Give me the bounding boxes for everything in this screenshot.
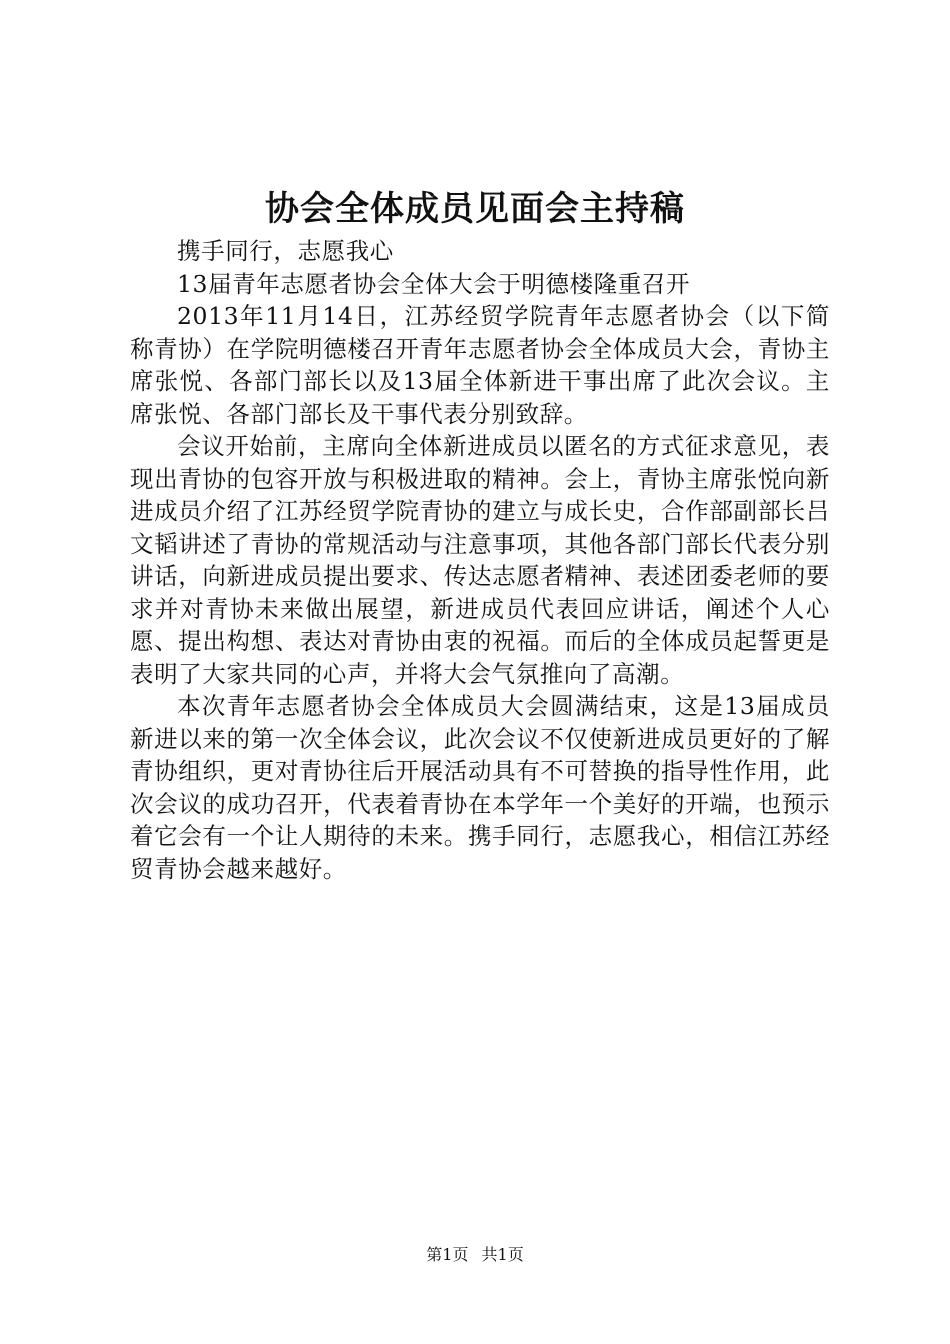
paragraph-slogan: 携手同行，志愿我心 <box>177 237 394 265</box>
page-number-total: 共1页 <box>481 1245 524 1264</box>
paragraph-meeting: 会议开始前，主席向全体新进成员以匿名的方式征求意见，表现出青协的包容开放与积极进取的精神。会上，青协主席张悦向新进成员介绍了江苏经贸学院青协的建立与成长史，合作部副部长吕文韬讲述了青协的常规活动与注意事项，其他各部门部长代表分别讲话，向新进成员提出要求、传达志愿者精神、表述团委老师的要求并对青协未来做出展望，新进成员代表回应讲话，阐述个人心愿、提出构想、表达对青协由衷的祝福。而后的全体成员起誓更是表明了大家共同的心声，并将大会气氛推向了高潮。 <box>130 432 830 688</box>
paragraph-headline: 13届青年志愿者协会全体大会于明德楼隆重召开 <box>177 269 691 298</box>
paragraph-intro: 2013年11月14日，江苏经贸学院青年志愿者协会（以下简称青协）在学院明德楼召开青年志愿者协会全体成员大会，青协主席张悦、各部门部长以及13届全体新进干事出席了此次会议。主席张悦、各部门部长及干事代表分别致辞。 <box>130 302 830 428</box>
page-number-current: 第1页 <box>426 1245 469 1264</box>
document-body <box>130 235 830 885</box>
document-title: 协会全体成员见面会主持稿 <box>265 189 685 229</box>
paragraph-conclusion: 本次青年志愿者协会全体成员大会圆满结束，这是13届成员新进以来的第一次全体会议，此次会议不仅使新进成员更好的了解青协组织，更对青协往后开展活动具有不可替换的指导性作用，此次会议的成功召开，代表着青协在本学年一个美好的开端，也预示着它会有一个让人期待的未来。携手同行，志愿我心，相信江苏经贸青协会越来越好。 <box>130 692 830 883</box>
page-footer <box>0 1243 950 1267</box>
